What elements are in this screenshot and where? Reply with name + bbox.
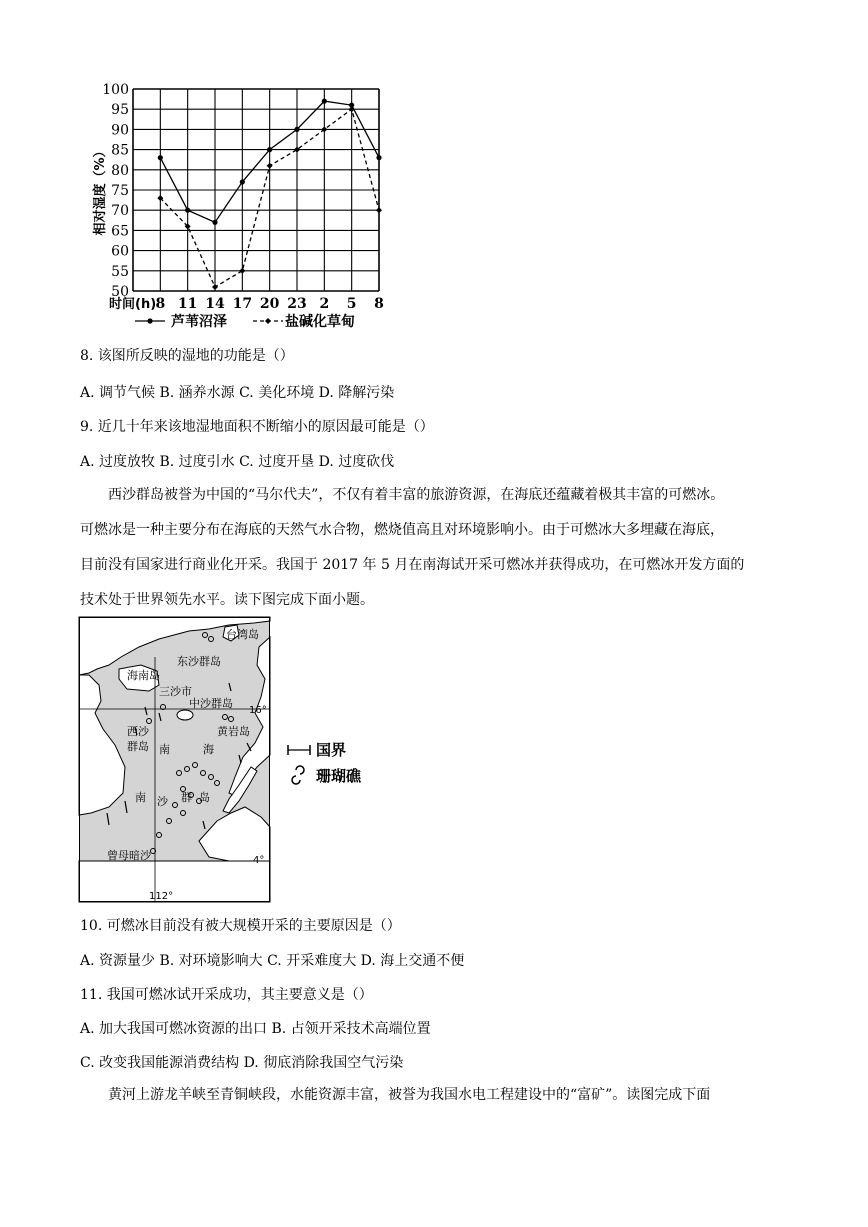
passage-line: 可燃冰是一种主要分布在海底的天然气水合物，燃烧值高且对环境影响小。由于可燃冰大多埋藏在海底，	[80, 522, 724, 538]
data-point-series-1	[185, 208, 190, 213]
x-tick-label: 23	[287, 296, 307, 312]
legend-border-label: 国界	[316, 741, 347, 759]
data-point-series-2	[239, 268, 245, 274]
data-point-series-2	[212, 284, 218, 290]
question-11-stem: 11. 我国可燃冰试开采成功，其主要意义是（）	[80, 987, 373, 1003]
map-legend	[286, 738, 396, 788]
southern-land	[79, 861, 270, 902]
legend-label-series-1: 芦苇沼泽	[171, 314, 227, 330]
passage-line: 黄河上游龙羊峡至青铜峡段，水能资源丰富，被誉为我国水电工程建设中的“富矿”。读图完成下面	[108, 1087, 711, 1103]
y-axis-label: 相对湿度（%）	[93, 144, 108, 236]
data-point-series-1	[240, 179, 245, 184]
legend-marker-series-1	[147, 318, 152, 323]
question-10-options: A. 资源量少 B. 对环境影响大 C. 开采难度大 D. 海上交通不便	[80, 953, 465, 969]
south-china-sea-map	[79, 617, 270, 902]
label-nansha-1: 南	[135, 791, 146, 804]
data-point-series-1	[294, 127, 299, 132]
label-longitude-112: 112°	[149, 891, 174, 902]
legend-marker-series-2	[265, 318, 271, 324]
question-11-options-2: C. 改变我国能源消费结构 D. 彻底消除我国空气污染	[80, 1055, 404, 1071]
y-tick-label: 75	[111, 183, 129, 199]
legend-reef-label: 珊瑚礁	[316, 767, 362, 785]
x-tick-label: 14	[205, 296, 225, 312]
x-tick-label: 8	[374, 296, 384, 312]
x-tick-label: 11	[177, 296, 198, 312]
question-11-options-1: A. 加大我国可燃冰资源的出口 B. 占领开采技术高端位置	[80, 1021, 431, 1037]
data-point-series-1	[212, 220, 217, 225]
data-point-series-1	[376, 155, 381, 160]
label-sansha: 三沙市	[159, 685, 192, 698]
label-latitude-4: 4°	[253, 855, 265, 866]
data-point-series-2	[376, 207, 382, 213]
label-hainan: 海南岛	[127, 669, 160, 682]
label-xisha-2: 群岛	[127, 740, 149, 753]
label-zengmu: 曾母暗沙	[107, 849, 151, 862]
map-svg	[79, 617, 270, 902]
legend-label-series-2: 盐碱化草甸	[285, 314, 355, 330]
label-nanhai-1: 南	[159, 743, 170, 756]
y-tick-label: 60	[111, 243, 129, 260]
passage-line: 西沙群岛被誉为中国的“马尔代夫”，不仅有着丰富的旅游资源，在海底还蕴藏着极其丰富的可燃冰。	[108, 487, 725, 503]
passage-line: 技术处于世界领先水平。读下图完成下面小题。	[80, 592, 374, 608]
x-tick-label: 17	[232, 296, 253, 312]
label-nansha-4: 岛	[199, 791, 210, 804]
x-tick-label: 20	[259, 296, 280, 312]
label-nanhai-2: 海	[203, 743, 214, 756]
x-axis-label: 时间(h)	[109, 297, 157, 312]
label-nansha-3: 群	[181, 791, 192, 804]
label-dongsha: 东沙群岛	[177, 655, 221, 668]
y-tick-label: 65	[111, 223, 129, 240]
y-tick-label: 50	[111, 284, 129, 300]
question-9-options: A. 过度放牧 B. 过度引水 C. 过度开垦 D. 过度砍伐	[80, 454, 395, 470]
passage-xisha	[80, 478, 792, 618]
data-point-series-1	[267, 147, 272, 152]
legend-svg	[286, 738, 396, 788]
y-tick-label: 90	[111, 122, 129, 139]
y-tick-label: 70	[111, 203, 129, 220]
question-8-stem: 8. 该图所反映的湿地的功能是（）	[80, 348, 294, 364]
label-latitude-16: 16°	[249, 705, 267, 716]
y-tick-label: 100	[102, 82, 129, 98]
label-nansha-2: 沙	[157, 795, 168, 808]
y-tick-label: 95	[111, 102, 129, 119]
y-tick-label: 85	[111, 142, 129, 159]
label-taiwan: 台湾岛	[226, 628, 259, 641]
x-tick-label: 5	[346, 296, 357, 312]
zhongsha-islands-shape	[177, 710, 193, 720]
data-point-series-1	[322, 99, 327, 104]
data-point-series-2	[349, 106, 355, 112]
data-point-series-1	[158, 155, 163, 160]
x-tick-label: 8	[155, 296, 166, 312]
label-xisha-1: 西沙	[127, 725, 149, 738]
chart-svg	[93, 80, 400, 330]
coral-reef-symbol-icon	[292, 766, 304, 784]
label-zhongsha: 中沙群岛	[189, 697, 233, 710]
y-tick-label: 55	[111, 263, 129, 280]
y-tick-label: 80	[111, 162, 129, 179]
border-symbol-icon	[288, 745, 310, 755]
question-9-stem: 9. 近几十年来该地湿地面积不断缩小的原因最可能是（）	[80, 419, 434, 435]
x-tick-label: 2	[319, 296, 330, 312]
passage-yellow-river	[80, 1078, 792, 1113]
question-10-stem: 10. 可燃冰目前没有被大规模开采的主要原因是（）	[80, 918, 401, 934]
humidity-line-chart	[93, 80, 400, 330]
question-8-options: A. 调节气候 B. 涵养水源 C. 美化环境 D. 降解污染	[80, 385, 395, 401]
data-point-series-2	[267, 163, 273, 169]
passage-line: 目前没有国家进行商业化开采。我国于 2017 年 5 月在南海试开采可燃冰并获得成功，在可燃冰开发方面的	[80, 557, 745, 573]
label-huangyan: 黄岩岛	[217, 725, 250, 738]
